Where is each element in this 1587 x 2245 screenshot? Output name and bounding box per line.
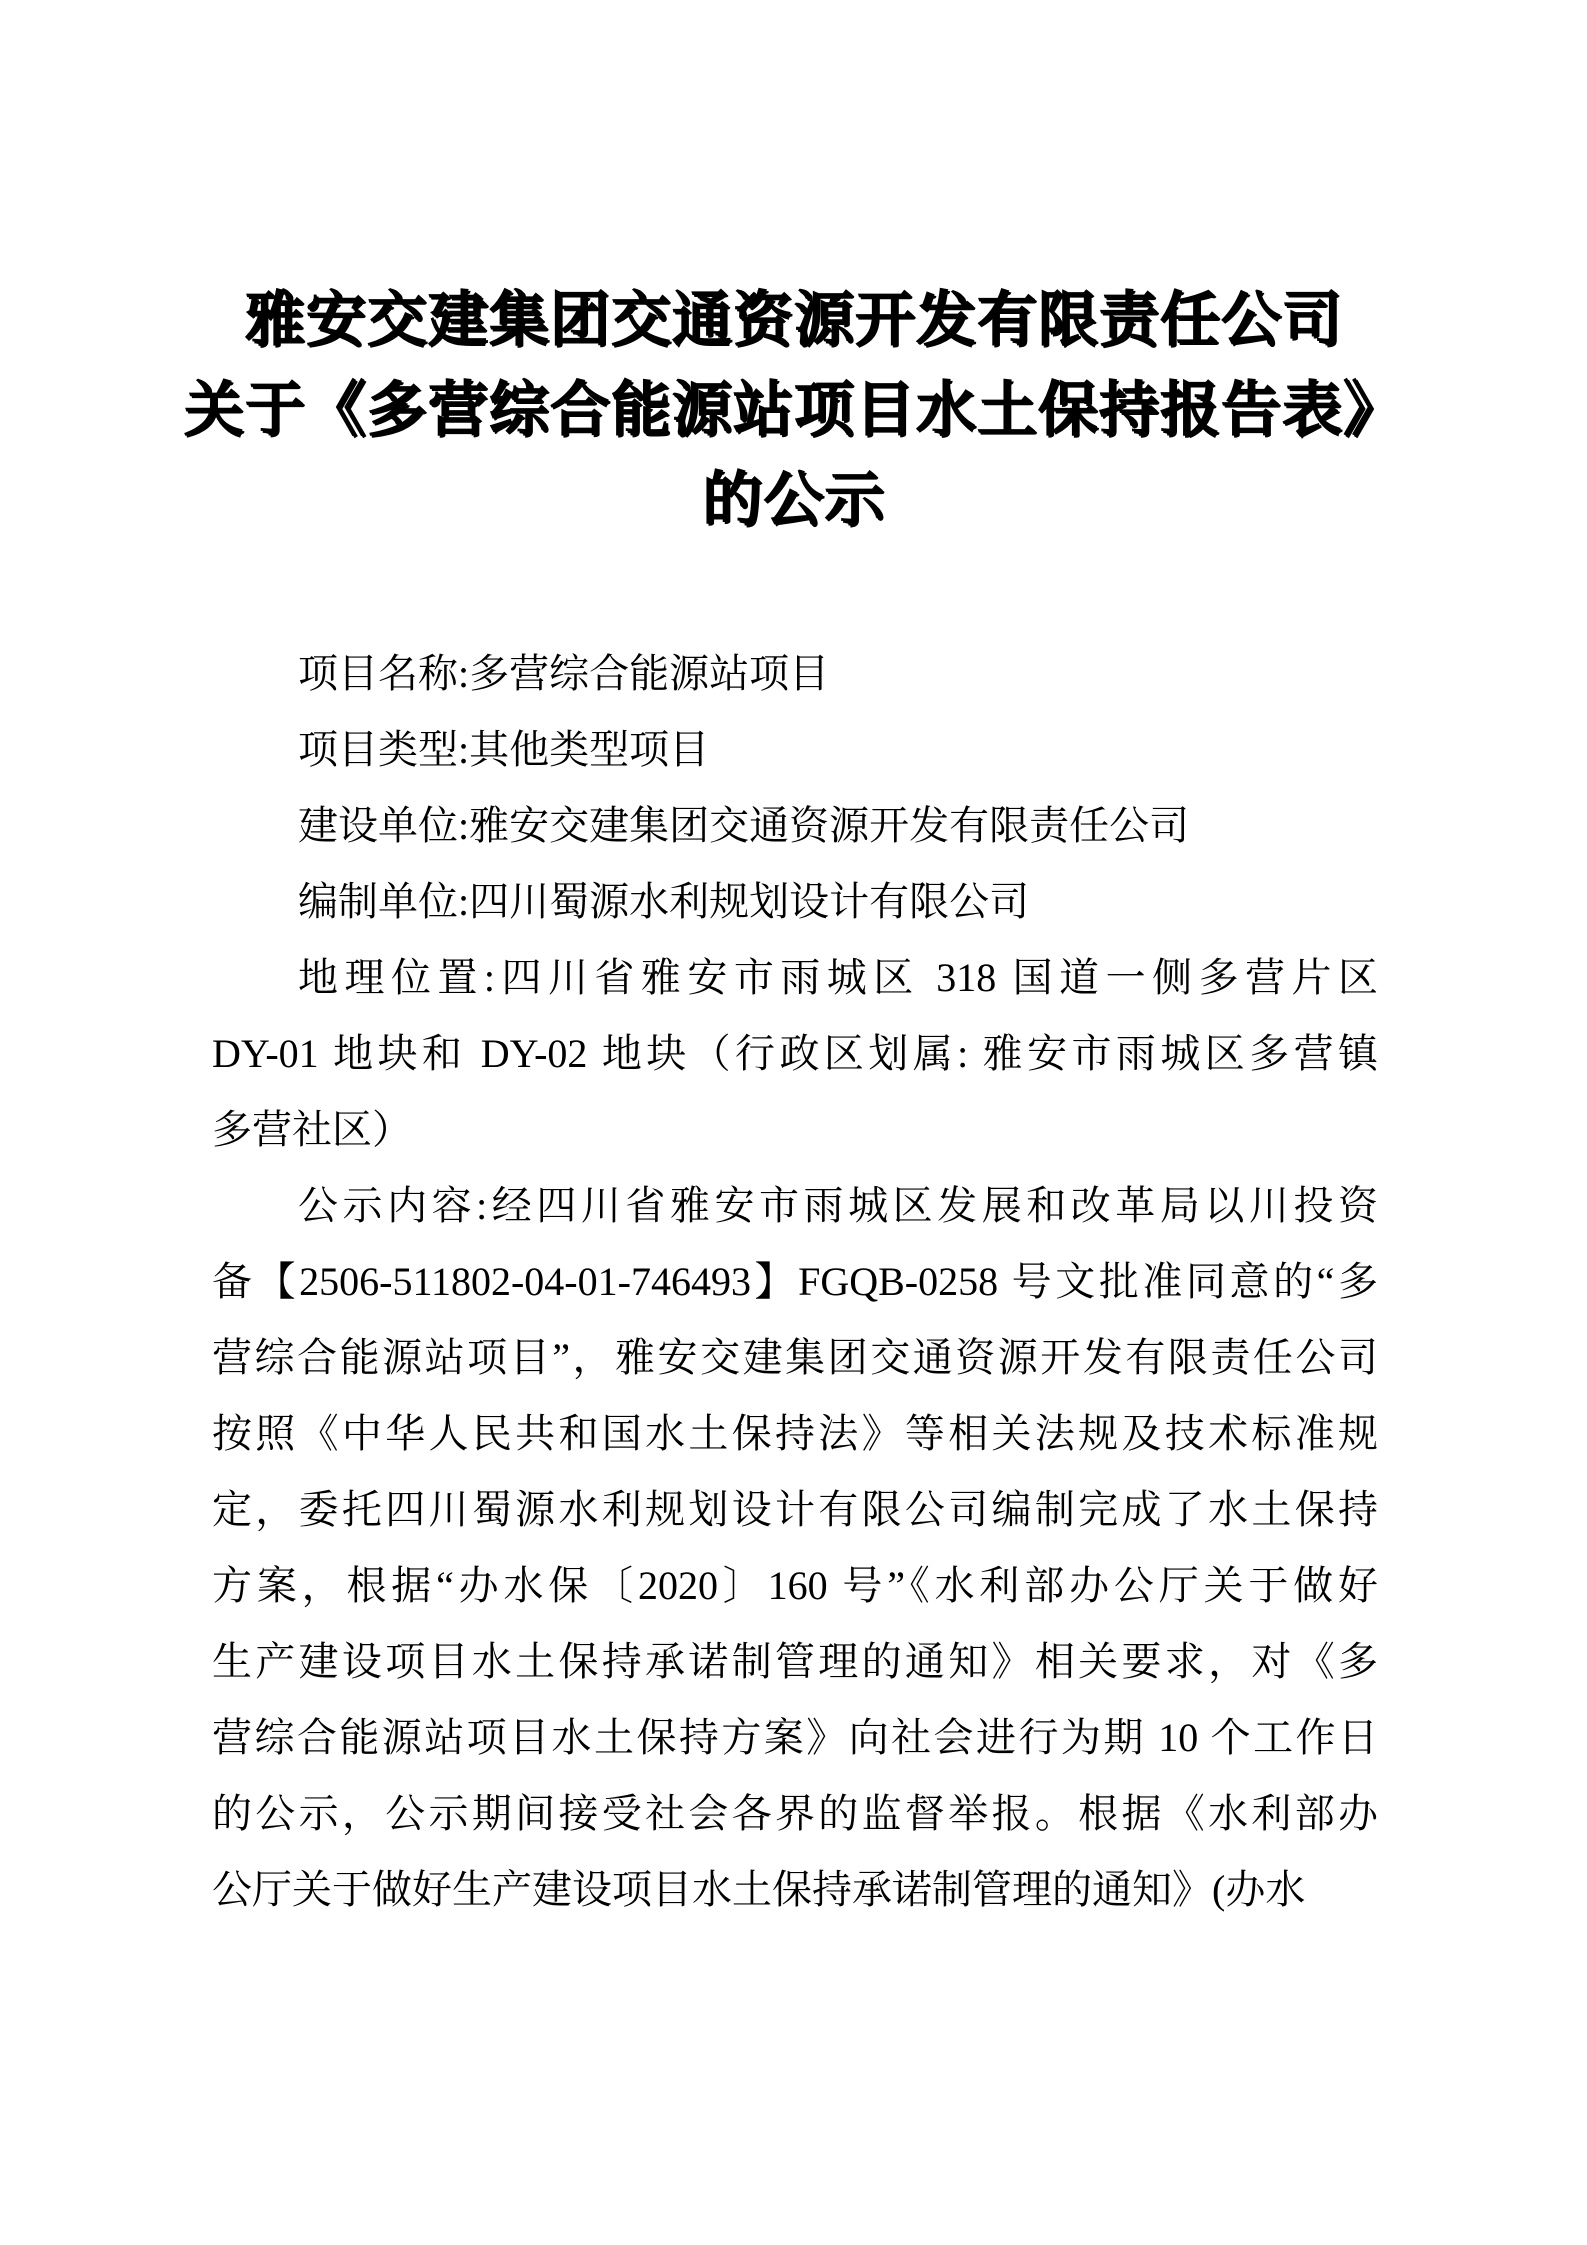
title-line-3: 的公示 [702, 467, 885, 533]
body-line: 营综合能源站项目水土保持方案》向社会进行为期 10 个工作日 [212, 1715, 1378, 1760]
title-line-2: 关于《多营综合能源站项目水土保持报告表》 [183, 377, 1404, 443]
body-line: 方案，根据“办水保〔2020〕160 号”《水利部办公厅关于做好 [212, 1563, 1378, 1608]
body-line: 营综合能源站项目”，雅安交建集团交通资源开发有限责任公司 [212, 1335, 1378, 1380]
body-line: DY-01 地块和 DY-02 地块（行政区划属: 雅安市雨城区多营镇 [212, 1031, 1378, 1076]
body-line: 建设单位:雅安交建集团交通资源开发有限责任公司 [298, 803, 1190, 848]
body-line: 生产建设项目水土保持承诺制管理的通知》相关要求，对《多 [212, 1639, 1378, 1684]
body-line: 公示内容:经四川省雅安市雨城区发展和改革局以川投资 [298, 1183, 1378, 1228]
body-line: 多营社区） [212, 1107, 412, 1152]
body-line: 备【2506-511802-04-01-746493】FGQB-0258 号文批准同意的“多 [212, 1259, 1378, 1304]
body-line: 编制单位:四川蜀源水利规划设计有限公司 [298, 879, 1030, 924]
document-body [212, 636, 1378, 1928]
title-line-1: 雅安交建集团交通资源开发有限责任公司 [244, 287, 1343, 353]
body-line: 地理位置:四川省雅安市雨城区 318 国道一侧多营片区 [298, 955, 1378, 1000]
body-line: 项目类型:其他类型项目 [298, 727, 710, 772]
body-line: 公厅关于做好生产建设项目水土保持承诺制管理的通知》(办水 [212, 1867, 1306, 1912]
body-line: 按照《中华人民共和国水土保持法》等相关法规及技术标准规 [212, 1411, 1378, 1456]
body-line: 项目名称:多营综合能源站项目 [298, 651, 830, 696]
body-line: 定，委托四川蜀源水利规划设计有限公司编制完成了水土保持 [212, 1487, 1378, 1532]
body-line: 的公示，公示期间接受社会各界的监督举报。根据《水利部办 [212, 1791, 1378, 1836]
document-title [0, 275, 1587, 545]
